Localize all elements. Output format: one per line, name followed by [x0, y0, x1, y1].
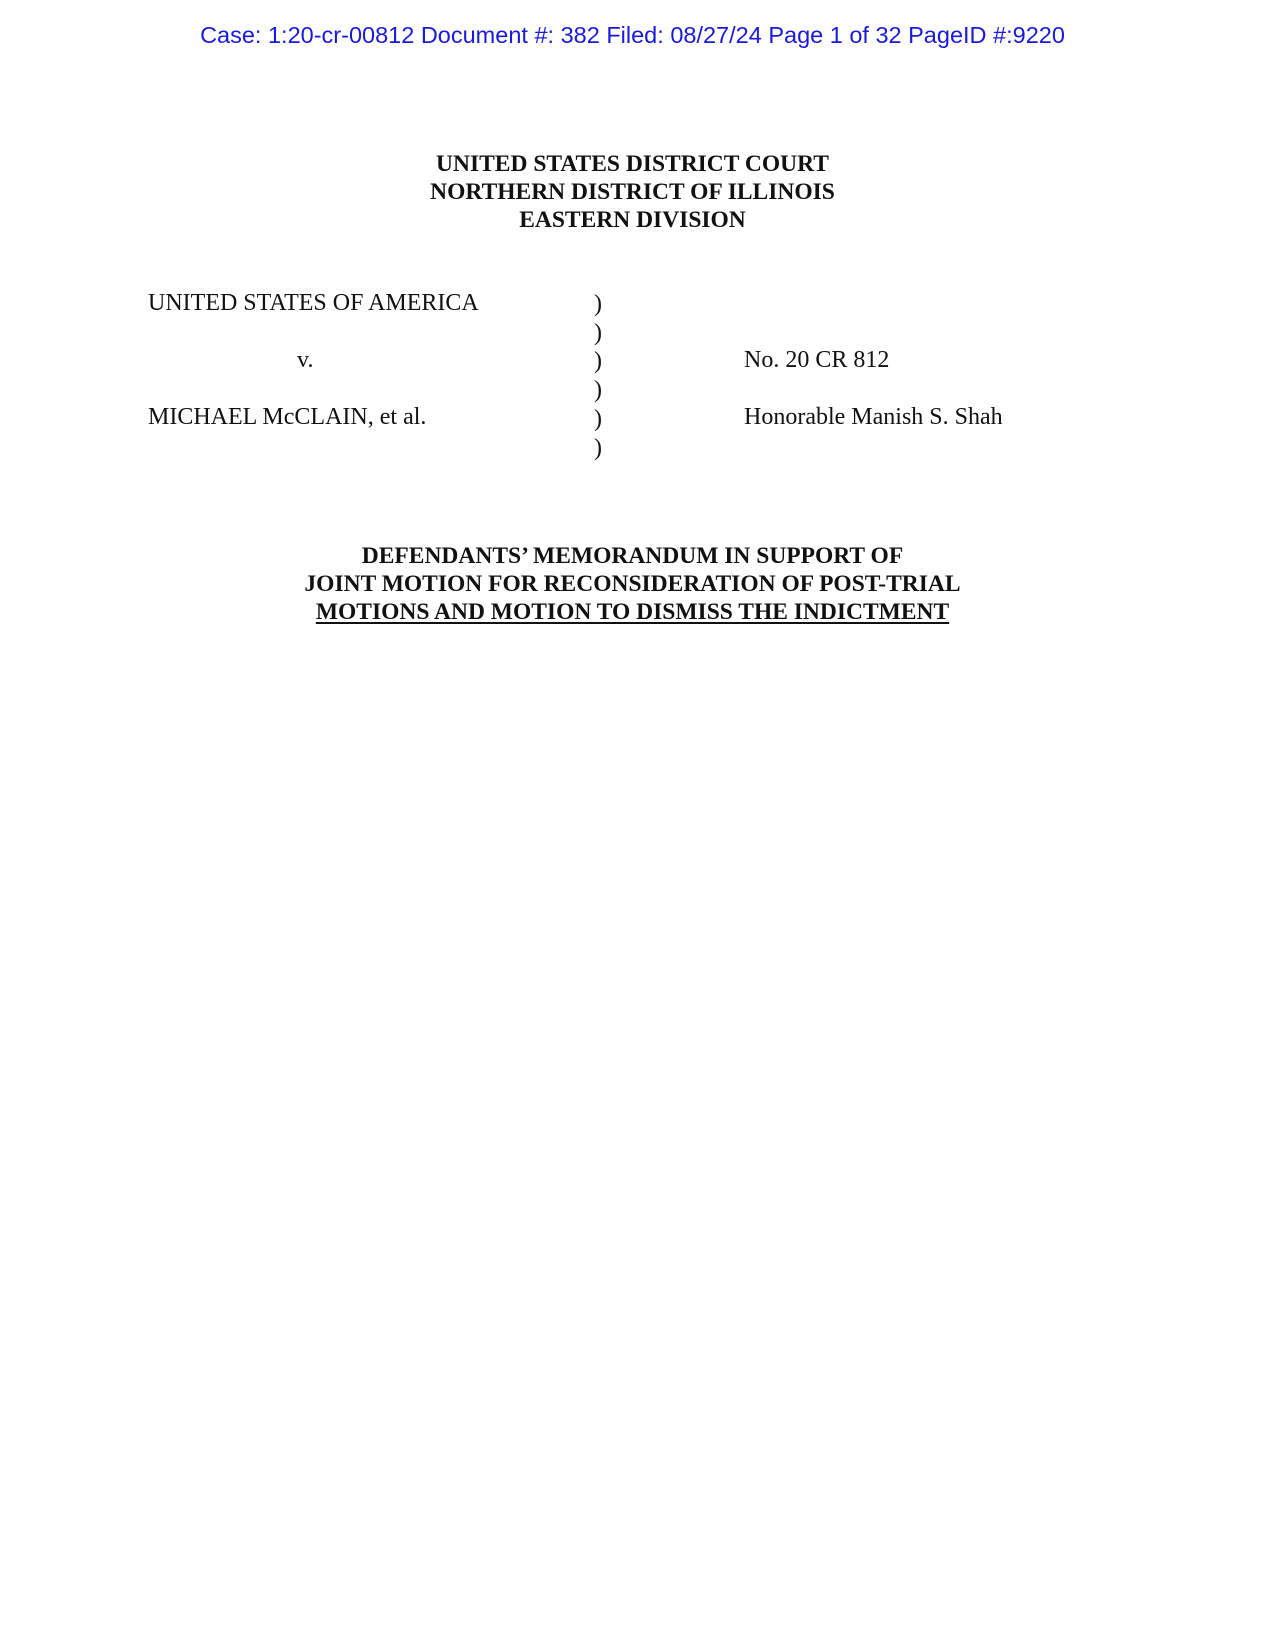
court-name: UNITED STATES DISTRICT COURT [436, 151, 829, 177]
paren: ) [594, 377, 602, 404]
court-division: EASTERN DIVISION [519, 207, 746, 233]
plaintiff: UNITED STATES OF AMERICA [148, 290, 479, 316]
case-header-stamp: Case: 1:20-cr-00812 Document #: 382 Filed: 08/27/24 Page 1 of 32 PageID #:9220 [200, 22, 1065, 48]
case-number: No. 20 CR 812 [744, 347, 890, 373]
paren: ) [594, 348, 602, 375]
defendant: MICHAEL McCLAIN, et al. [148, 404, 427, 430]
court-district: NORTHERN DISTRICT OF ILLINOIS [430, 179, 835, 205]
court-heading [0, 150, 1265, 234]
title-line: DEFENDANTS’ MEMORANDUM IN SUPPORT OF [361, 543, 904, 569]
versus: v. [297, 347, 314, 373]
paren: ) [594, 434, 602, 461]
document-title [0, 542, 1265, 626]
judge-name: Honorable Manish S. Shah [744, 404, 1003, 430]
caption-parens [594, 290, 602, 462]
paren: ) [594, 291, 602, 317]
paren: ) [594, 319, 602, 346]
paren: ) [594, 405, 602, 432]
title-line: JOINT MOTION FOR RECONSIDERATION OF POST-TRIAL [304, 571, 961, 597]
title-line-underlined: MOTIONS AND MOTION TO DISMISS THE INDICTMENT [315, 599, 950, 625]
